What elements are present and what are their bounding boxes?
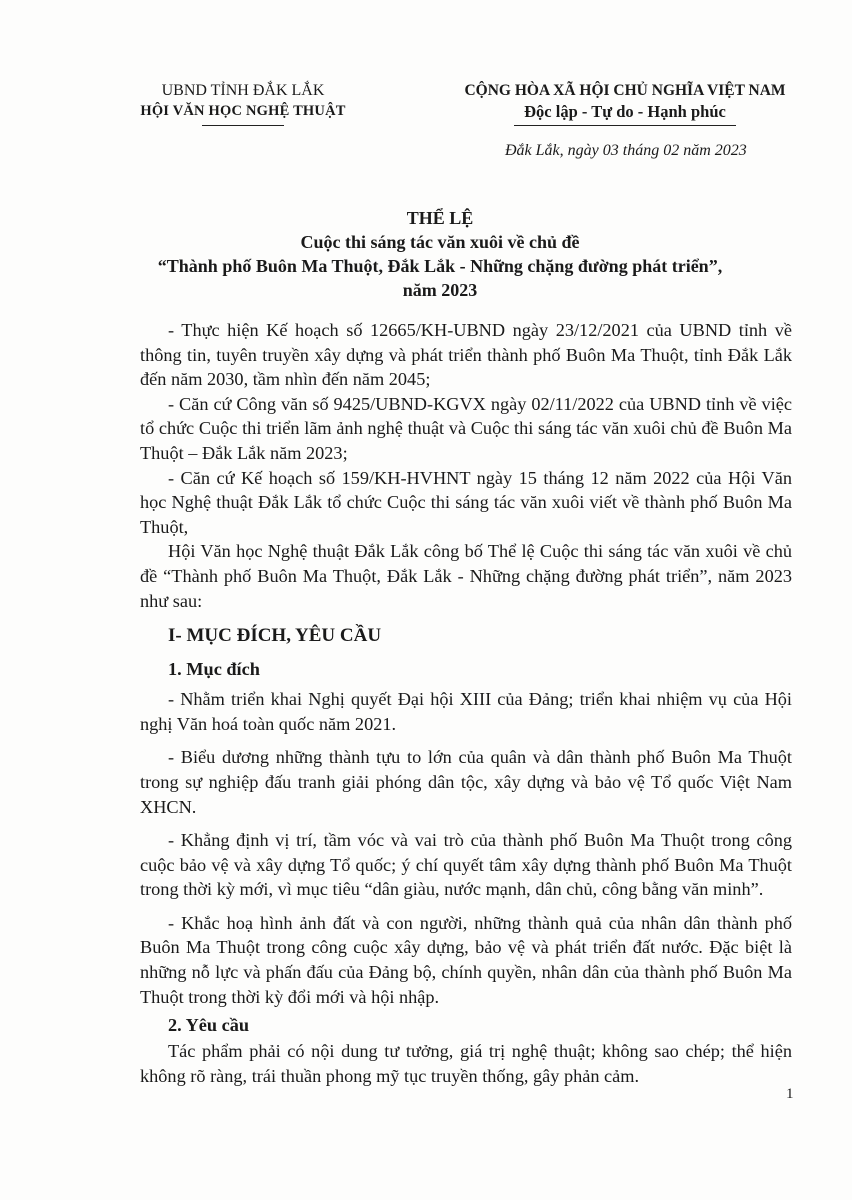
section-heading: I- MỤC ĐÍCH, YÊU CẦU	[168, 625, 382, 647]
purpose-item: - Nhằm triển khai Nghị quyết Đại hội XIII của Đảng; triển khai nhiệm vụ của Hội nghị Văn hoá toàn quốc năm 2021.	[140, 689, 792, 734]
document-date: Đắk Lắk, ngày 03 tháng 02 năm 2023	[505, 142, 747, 159]
motto-underline	[514, 125, 736, 126]
preamble-paragraph: - Thực hiện Kế hoạch số 12665/KH-UBND ngày 23/12/2021 của UBND tỉnh về thông tin, tuyên truyền xây dựng và phát triển thành phố Buôn Ma Thuột, tỉnh Đắk Lắk đến năm 2030, tầm nhìn đến năm 2045;	[140, 320, 792, 390]
issuer-parent-org: UBND TỈNH ĐẮK LẮK	[161, 82, 325, 99]
issuer-underline	[202, 125, 284, 126]
requirement-paragraph: Tác phẩm phải có nội dung tư tưởng, giá trị nghệ thuật; không sao chép; thể hiện không rõ ràng, trái thuần phong mỹ tục truyền thống, gây phản cảm.	[140, 1041, 792, 1086]
national-title: CỘNG HÒA XÃ HỘI CHỦ NGHĨA VIỆT NAM	[464, 82, 786, 99]
issuer-org: HỘI VĂN HỌC NGHỆ THUẬT	[140, 103, 346, 119]
title-line-4: năm 2023	[402, 280, 478, 300]
document-title	[60, 206, 820, 302]
purpose-item: - Khẳng định vị trí, tầm vóc và vai trò của thành phố Buôn Ma Thuột trong công cuộc bảo vệ và xây dựng Tổ quốc; ý chí quyết tâm xây dựng thành phố Buôn Ma Thuột trong thời kỳ mới, vì mục tiêu “dân giàu, nước mạnh, dân chủ, công bằng văn minh”.	[140, 830, 792, 900]
national-header	[430, 80, 820, 126]
title-line-3: “Thành phố Buôn Ma Thuột, Đắk Lắk - Những chặng đường phát triển”,	[157, 256, 723, 276]
subsection-heading: 1. Mục đích	[168, 659, 260, 680]
national-motto: Độc lập - Tự do - Hạnh phúc	[524, 102, 726, 121]
purpose-item: - Biểu dương những thành tựu to lớn của quân và dân thành phố Buôn Ma Thuột trong sự nghiệp đấu tranh giải phóng dân tộc, xây dựng và bảo vệ Tổ quốc Việt Nam XHCN.	[140, 747, 792, 817]
preamble-paragraph: - Căn cứ Kế hoạch số 159/KH-HVHNT ngày 15 tháng 12 năm 2022 của Hội Văn học Nghệ thuật Đắk Lắk tổ chức Cuộc thi sáng tác văn xuôi viết về thành phố Buôn Ma Thuột,	[140, 467, 792, 537]
title-line-1: THỂ LỆ	[406, 208, 474, 228]
document-body	[140, 318, 792, 1088]
preamble-paragraph: Hội Văn học Nghệ thuật Đắk Lắk công bố Thể lệ Cuộc thi sáng tác văn xuôi về chủ đề “Thành phố Buôn Ma Thuột, Đắk Lắk - Những chặng đường phát triển”, năm 2023 như sau:	[140, 541, 792, 611]
subsection-heading: 2. Yêu cầu	[168, 1015, 250, 1036]
page-number: 1	[786, 1086, 794, 1102]
issuer-header	[118, 80, 368, 126]
title-line-2: Cuộc thi sáng tác văn xuôi về chủ đề	[300, 232, 580, 252]
purpose-item: - Khắc hoạ hình ảnh đất và con người, những thành quả của nhân dân thành phố Buôn Ma Thuột trong công cuộc xây dựng, bảo vệ và phát triển đất nước. Đặc biệt là những nỗ lực và phấn đấu của Đảng bộ, chính quyền, nhân dân của thành phố Buôn Ma Thuột trong thời kỳ đổi mới và hội nhập.	[140, 912, 792, 1007]
preamble-paragraph: - Căn cứ Công văn số 9425/UBND-KGVX ngày 02/11/2022 của UBND tỉnh về việc tổ chức Cuộc thi triển lãm ảnh nghệ thuật và Cuộc thi sáng tác văn xuôi chủ đề Buôn Ma Thuột – Đắk Lắk năm 2023;	[140, 393, 792, 463]
